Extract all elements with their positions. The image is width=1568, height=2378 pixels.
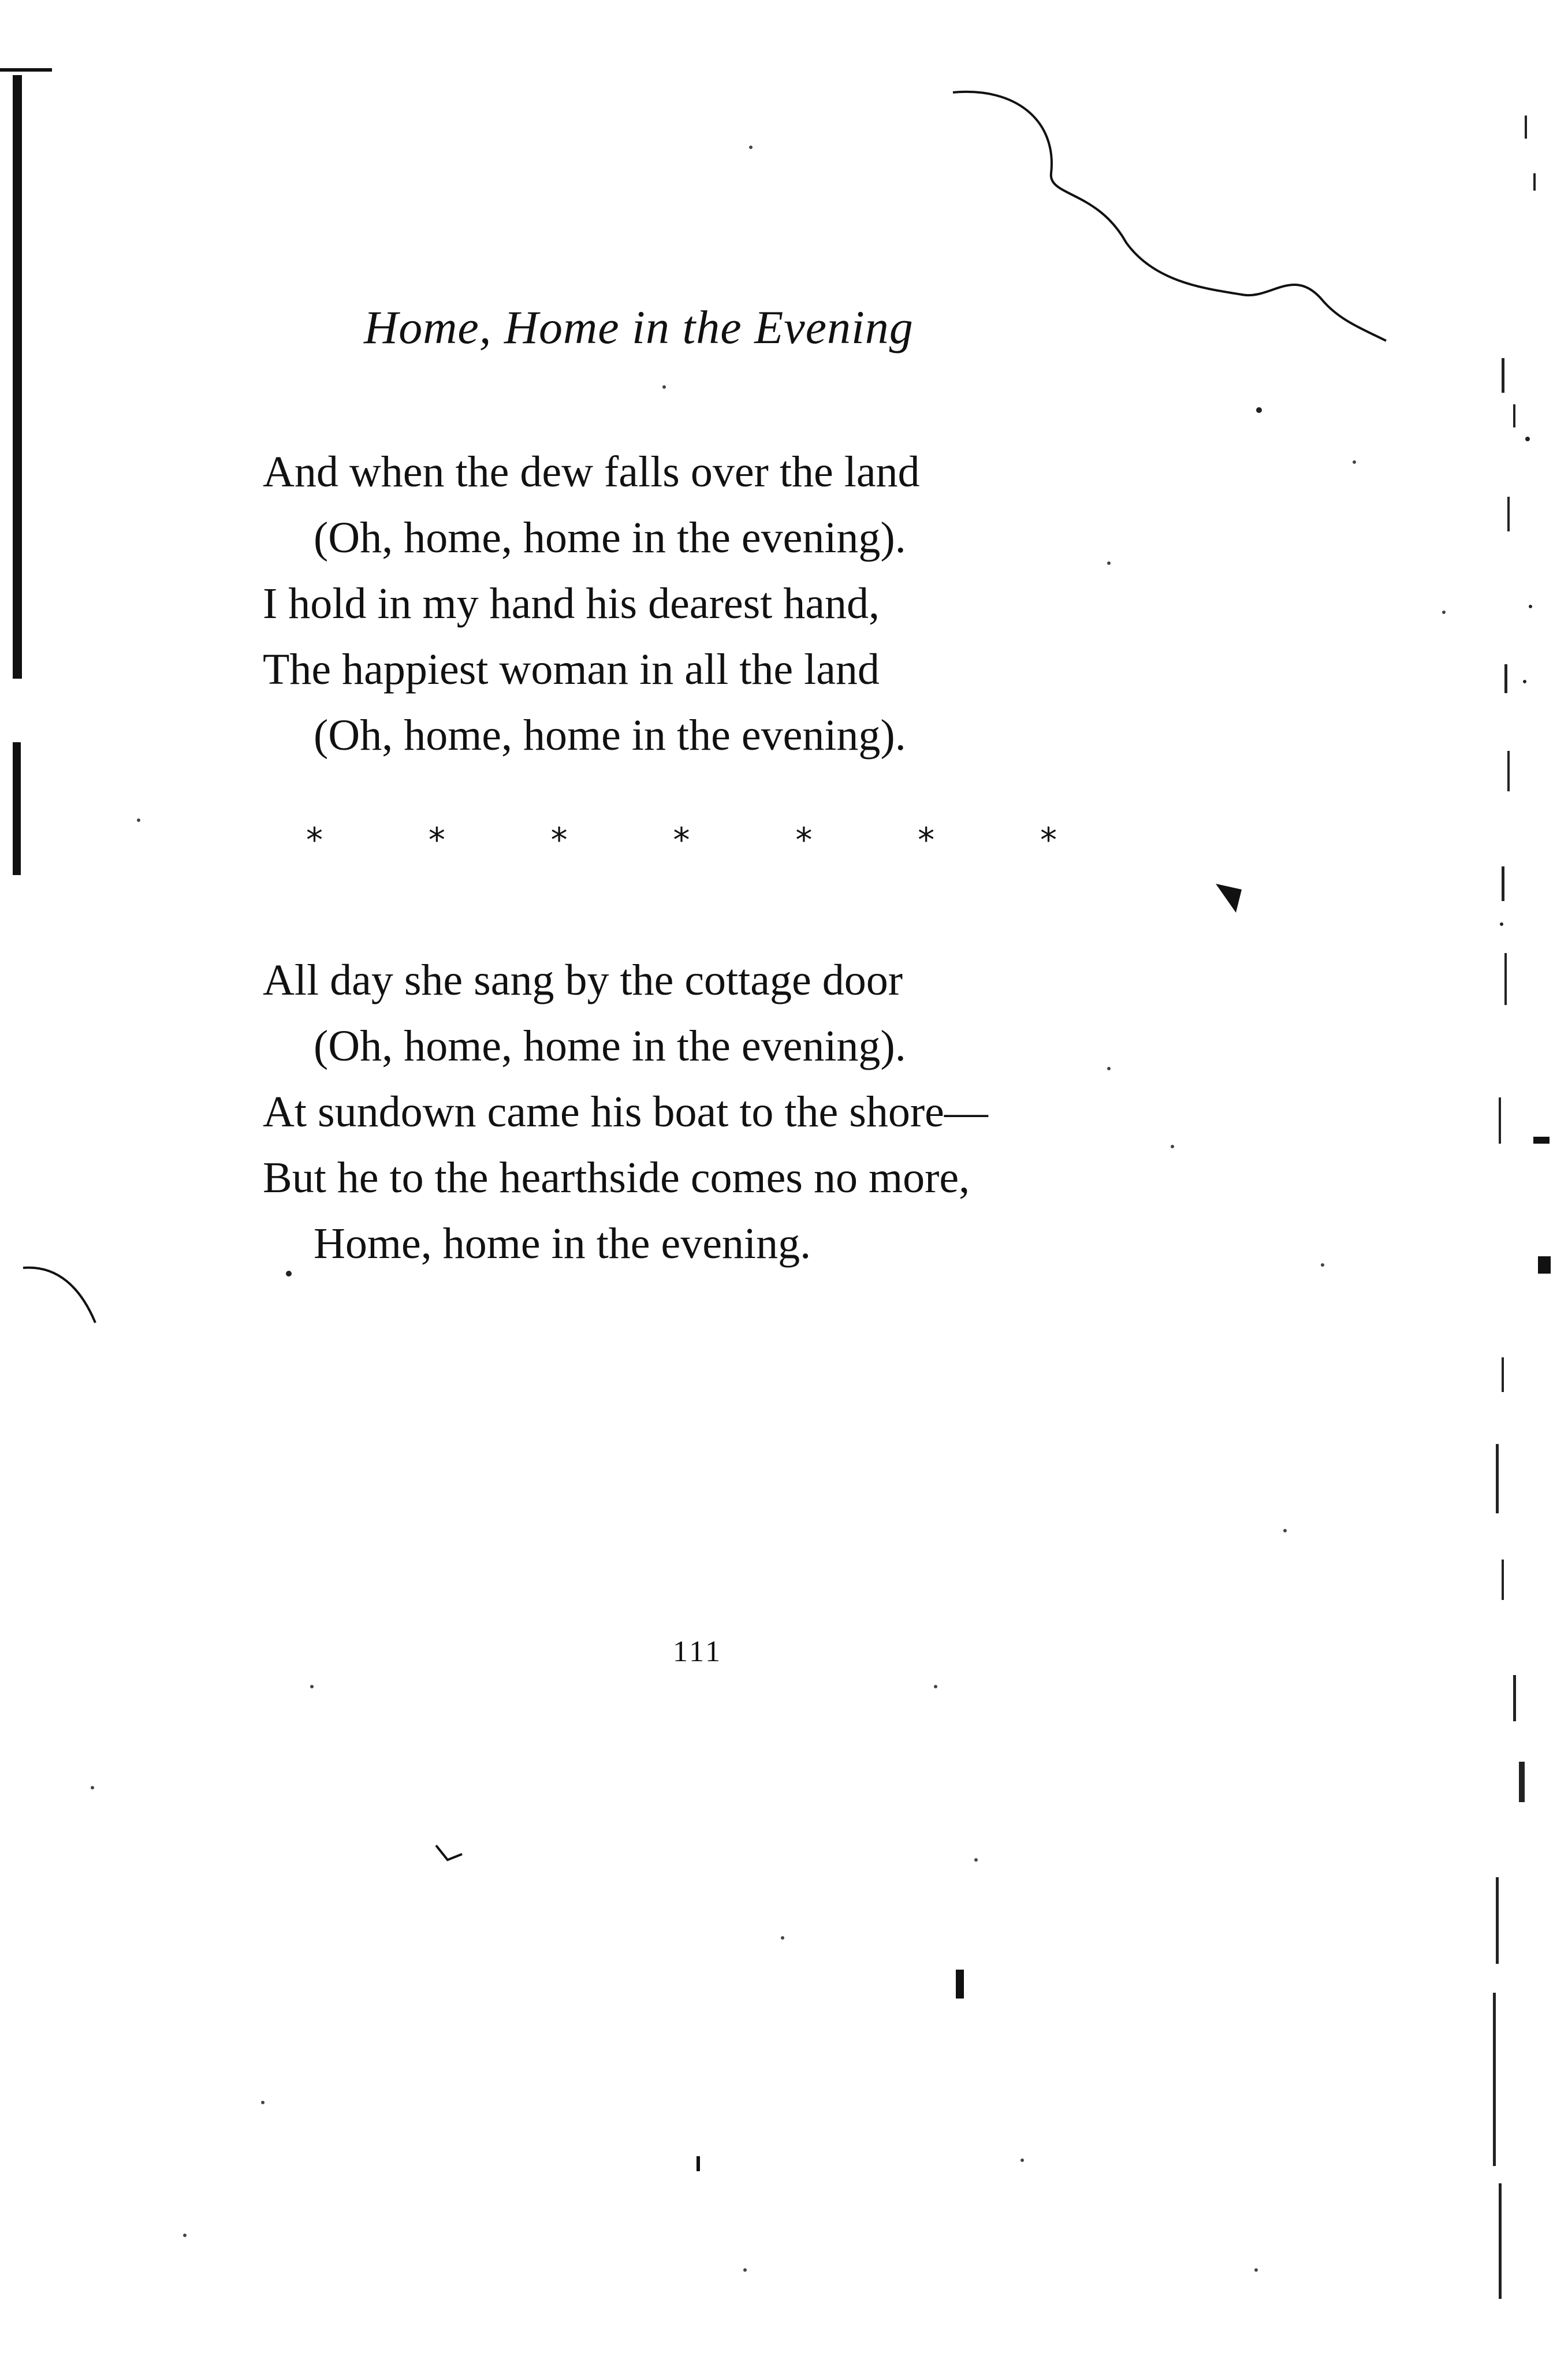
stanza-2 [263,947,1187,1277]
stanza-1 [263,439,1187,768]
ink-mark-2 [1538,1256,1551,1274]
verse-line: The happiest woman in all the land [263,645,880,694]
left-margin-bar-bottom [13,742,21,875]
hook-line [23,1268,95,1323]
verse-line: And when the dew falls over the land [263,448,920,496]
ink-mark-1 [1533,1137,1550,1144]
asterisk-mark: * [795,820,813,859]
verse-line-refrain: (Oh, home, home in the evening). [314,711,906,760]
running-title: Home, Home in the Evening [364,301,914,353]
verse-line: All day she sang by the cottage door [263,956,903,1004]
asterisk-mark: * [306,820,323,859]
ink-mark-4 [697,2156,700,2171]
left-margin-bar-tick [0,68,52,72]
verse-line-refrain: (Oh, home, home in the evening). [314,1022,906,1070]
left-margin-bar-top [13,75,22,679]
ink-mark-3 [956,1970,964,1999]
asterisk-mark: * [428,820,445,859]
verse-line: But he to the hearthside comes no more, [263,1153,970,1202]
verse-line-refrain: Home, home in the evening. [314,1219,811,1268]
hook-mark [436,1845,462,1860]
asterisk-mark: * [550,820,568,859]
asterisk-mark: * [918,820,935,859]
verse-line: At sundown came his boat to the shore— [263,1088,988,1136]
asterisk-mark: * [1040,820,1057,859]
verse-line-refrain: (Oh, home, home in the evening). [314,513,906,562]
hair-line [953,92,1386,341]
verse-line: I hold in my hand his dearest hand, [263,579,880,628]
ink-blot [1216,884,1242,913]
page-number: 111 [673,1635,723,1668]
asterisk-separator [306,820,1057,859]
asterisk-mark: * [673,820,690,859]
